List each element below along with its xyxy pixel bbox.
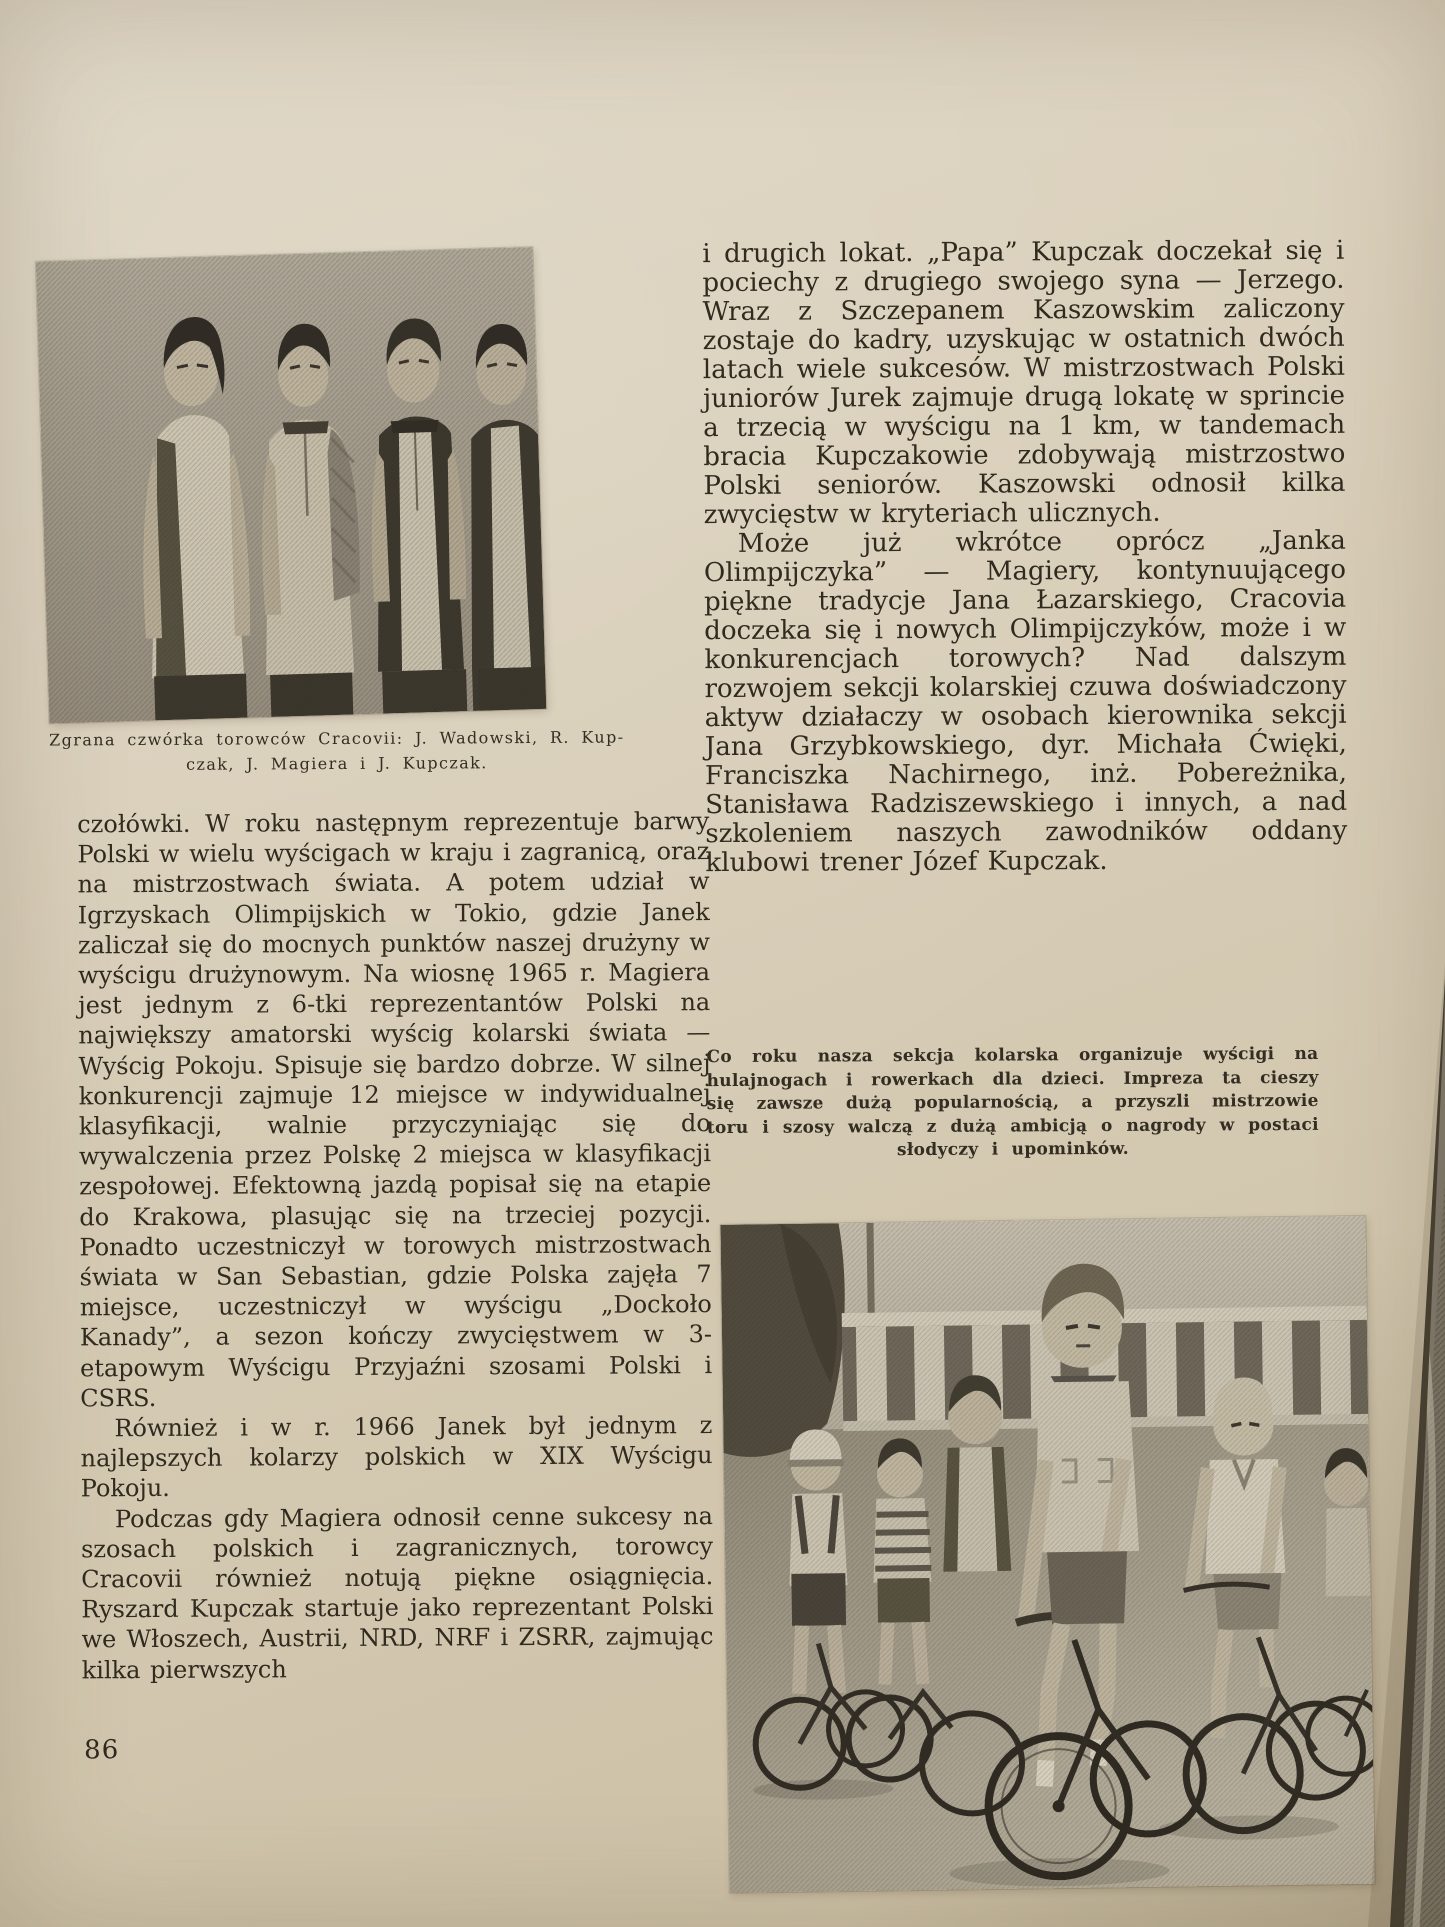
left-paragraph-2: Również i w r. 1966 Janek był jednym z najlepszych kolarzy polskich w XIX Wyścigu Pokoju.	[80, 1411, 713, 1503]
left-paragraph-1: czołówki. W roku następnym reprezentuje barwy Polski w wielu wyścigach w kraju i zagranicą, oraz na mistrzostwach świata. A potem udział w Igrzyskach Olimpijskich w Tokio, gdzie Janek zaliczał się do mocnych punktów naszej drużyny w wyścigu drużynowym. Na wiosnę 1965 r. Magiera jest jednym z 6-tki reprezentantów Polski na największy amatorski wyścig kolarski świata — Wyścig Pokoju. Spisuje się bardzo dobrze. W silnej konkurencji zajmuje 12 miejsce w indywidualnej klasyfikacji, walnie przyczyniając się do wywalczenia przez Polskę 2 miejsca w klasyfikacji zespołowej. Efektowną jazdą popisał się na etapie do Krakowa, plasując się na trzeciej pozycji. Ponadto uczestniczył w torowych mistrzostwach świata w San Sebastian, gdzie Polska zajęła 7 miejsce, uczestniczył w wyścigu „Dockoło Kanady”, a sezon kończy zwycięstwem w 3-etapowym Wyścigu Przyjaźni szosami Polski i CSRS.	[77, 807, 713, 1413]
photo-top-caption-line2: czak, J. Magiera i J. Kupczak.	[186, 753, 488, 774]
photo-top-caption-line1: Zgrana czwórka torowców Cracovii: J. Wadowski, R. Kup-	[49, 727, 625, 750]
right-paragraph-2: Może już wkrótce oprócz „Janka Olimpijczyka” — Magiery, kontynuującego piękne tradycje Jana Łazarskiego, Cracovia doczeka się i nowych Olimpijczyków, może i w konkurencjach torowych? Nad dalszym rozwojem sekcji kolarskiej czuwa doświadczony aktyw działaczy w osobach kierownika sekcji Jana Grzybkowskiego, dyr. Michała Ćwięki, Franciszka Nachirnego, inż. Pobereżnika, Stanisława Radziszewskiego i innych, a nad szkoleniem naszych zawodników oddany klubowi trener Józef Kupczak.	[703, 525, 1348, 879]
photo-children-bicycle-race	[720, 1216, 1374, 1893]
left-paragraph-3: Podczas gdy Magiera odnosił cenne sukcesy na szosach polskich i zagranicznych, torowcy Cracovii również notują piękne osiągnięcia. Ryszard Kupczak startuje jako reprezentant Polski we Włoszech, Austrii, NRD, NRF i ZSRR, zajmując kilka pierwszych	[80, 1501, 714, 1685]
right-text-column	[702, 237, 1347, 878]
photo-four-cyclists-graphic	[36, 247, 546, 724]
photo-children-graphic	[720, 1216, 1374, 1893]
photo-top-caption	[37, 724, 637, 777]
photo-four-cyclists	[36, 247, 546, 724]
photo-bottom-caption: Co roku nasza sekcja kolarska organizuje wyścigi na hulajnogach i rowerkach dla dzieci. Impreza ta cieszy się zawsze dużą popularnością, a przyszli mistrzowie toru i szosy walczą z dużą ambicją o nagrody w postaci słodyczy i upominków.	[706, 1043, 1319, 1161]
left-text-column	[77, 806, 714, 1685]
right-paragraph-1: i drugich lokat. „Papa” Kupczak doczekał się i pociechy z drugiego swojego syna — Jerzego. Wraz z Szczepanem Kaszowskim zaliczony zostaje do kadry, uzyskując w ostatnich dwóch latach wiele sukcesów. W mistrzostwach Polski juniorów Jurek zajmuje drugą lokatę w sprincie a trzecią w wyścigu na 1 km, w tandemach bracia Kupczakowie zdobywają mistrzostwo Polski seniorów. Kaszowski odnosił kilka zwycięstw w kryteriach ulicznych.	[702, 235, 1346, 531]
page-number: 86	[84, 1735, 120, 1766]
